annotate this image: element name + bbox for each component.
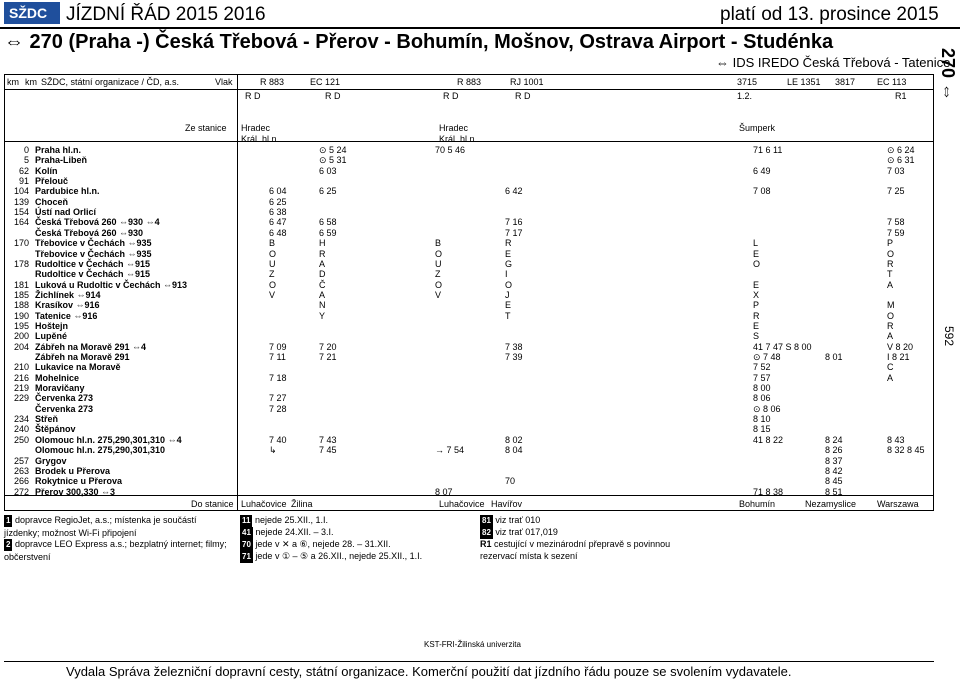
time-cell: V 8 20 — [887, 341, 914, 352]
km-value: 139 — [13, 196, 29, 207]
time-cell: E — [505, 300, 512, 311]
divider — [237, 75, 238, 511]
to-station-label: Do stanice — [191, 499, 234, 509]
time-cell: P — [753, 300, 760, 311]
class-label: R D — [325, 91, 341, 101]
km-value: 5 — [23, 155, 29, 166]
time-cell: 8 01 — [825, 352, 843, 362]
time-cell: 7 27 — [269, 393, 287, 404]
station-name: Třebovice v Čechách ⇔935 — [35, 238, 152, 249]
legend-text: jede v ① – ⑤ a 26.XII., nejede 25.XII., 1.I. — [255, 551, 423, 561]
time-cell: 7 17 — [505, 227, 523, 238]
station-name: Kolín — [35, 165, 58, 176]
time-cell: J — [505, 289, 510, 300]
station-name: Rudoltice v Čechách ⇔915 — [35, 269, 151, 280]
km-value: 216 — [13, 372, 29, 383]
time-cell: A — [887, 331, 894, 342]
time-cell: O — [887, 248, 895, 259]
station-name: Lukavice na Moravě — [35, 362, 121, 373]
time-cell: C — [887, 362, 894, 373]
time-cell: M — [887, 300, 895, 311]
time-cell: 8 26 — [825, 445, 843, 456]
station-name: Mohelnice — [35, 372, 80, 383]
time-cell: E — [753, 279, 760, 290]
time-cell: 7 39 — [505, 352, 523, 362]
time-cell: 8 06 — [753, 393, 771, 404]
divider — [5, 495, 933, 496]
time-cell: 6 25 — [269, 196, 287, 207]
station-name: Olomouc hl.n. 275,290,301,310 ⇔4 — [35, 434, 182, 445]
time-cell: V — [435, 289, 442, 300]
time-cell: E — [505, 248, 512, 259]
time-cell: O — [887, 310, 895, 321]
time-cell: 8 43 — [887, 434, 905, 445]
km-value: 200 — [13, 331, 29, 342]
time-cell: 6 49 — [753, 165, 771, 176]
ids-label: ⇔ IDS IREDO Česká Třebová - Tatenice — [716, 55, 951, 70]
time-cell: E — [753, 320, 760, 331]
legend-key: 82 — [482, 528, 491, 537]
km-value: 263 — [13, 465, 29, 476]
legend-operator-2 — [4, 538, 234, 563]
time-cell: O — [269, 248, 277, 259]
time-cell: 7 58 — [887, 217, 905, 228]
km-value: 188 — [13, 300, 29, 311]
km-value: 154 — [13, 207, 29, 218]
university-credit: KST-FRI-Žilinská univerzita — [424, 640, 521, 649]
station-name: Tatenice ⇔916 — [35, 310, 98, 321]
timetable — [4, 74, 934, 511]
time-cell: 7 57 — [753, 372, 771, 383]
time-cell: N — [319, 300, 326, 311]
time-cell: R — [887, 320, 894, 331]
station-name: Rokytnice u Přerova — [35, 476, 123, 487]
from-station: Hradec Král. hl.n. — [439, 123, 478, 144]
km-value: 91 — [18, 176, 29, 187]
legend-text: jede v ✕ a ⑥, nejede 28. – 31.XII. — [255, 539, 391, 549]
side-route-number: 270 ⇔ — [938, 48, 958, 102]
time-cell: R — [887, 258, 894, 269]
time-cell: 7 09 — [269, 341, 287, 352]
time-cell: 8 51 — [825, 486, 843, 497]
km-header: km — [7, 77, 19, 87]
legend-key: 41 — [242, 528, 251, 537]
time-cell: 8 10 — [753, 414, 771, 425]
time-cell: 6 48 — [269, 227, 287, 238]
station-name: Choceň — [35, 196, 69, 207]
time-cell: O — [269, 279, 277, 290]
time-cell: 8 42 — [825, 465, 843, 476]
km-value: 0 — [23, 145, 29, 155]
time-cell: → 7 54 — [435, 445, 465, 456]
legend-note-71 — [240, 550, 422, 563]
publisher-note: Vydala Správa železniční dopravní cesty, státní organizace. Komerční použití dat jízdního řádu pouze se svolením vydavatele. — [66, 664, 792, 679]
sz-logo — [4, 2, 60, 24]
to-station: Bohumín — [739, 499, 776, 509]
class-label: R1 — [895, 91, 907, 101]
time-cell: A — [887, 279, 894, 290]
footer-rule — [4, 661, 934, 662]
station-name: Pardubice hl.n. — [35, 186, 100, 197]
time-cell: ⊙ 5 24 — [319, 145, 347, 155]
legend-operator-1 — [4, 514, 234, 539]
time-cell: 8 07 — [435, 486, 453, 497]
time-cell: B — [435, 238, 442, 249]
time-cell: 8 15 — [753, 424, 771, 435]
time-cell: U — [269, 258, 276, 269]
time-cell: A — [887, 372, 894, 383]
to-station: Warszawa — [877, 499, 919, 509]
station-name: Luková u Rudoltic v Čechách ⇔913 — [35, 279, 188, 290]
train-label: Vlak — [215, 77, 233, 87]
time-cell: 6 47 — [269, 217, 287, 228]
class-label: 1.2. — [737, 91, 753, 101]
time-cell: G — [505, 258, 513, 269]
time-cell: 7 20 — [319, 341, 337, 352]
time-cell: 71 6 11 — [753, 145, 783, 155]
station-name: Lupěné — [35, 331, 68, 342]
time-cell: 8 32 8 45 — [887, 445, 925, 456]
station-name: Olomouc hl.n. 275,290,301,310 — [35, 445, 166, 456]
km-value: 185 — [13, 289, 29, 300]
time-cell: U — [435, 258, 442, 269]
station-name: Štěpánov — [35, 424, 76, 435]
time-cell: T — [505, 310, 511, 321]
class-label: R D — [245, 91, 261, 101]
time-cell: 70 5 46 — [435, 145, 466, 155]
time-cell: O — [435, 248, 443, 259]
km-value: 190 — [13, 310, 29, 321]
legend-key: 81 — [482, 516, 491, 525]
station-name: Zábřeh na Moravě 291 — [35, 352, 130, 362]
station-name: Moravičany — [35, 383, 85, 394]
train-number: 3715 — [737, 77, 758, 87]
time-cell: 6 42 — [505, 186, 523, 197]
legend-key: 2 — [6, 540, 11, 549]
time-cell: ⊙ 6 31 — [887, 155, 915, 166]
time-cell: 8 02 — [505, 434, 523, 445]
time-cell: Č — [319, 279, 326, 290]
station-name: Červenka 273 — [35, 403, 94, 414]
header-rule — [0, 27, 960, 29]
time-cell: 6 03 — [319, 165, 337, 176]
time-cell: I — [505, 269, 508, 280]
time-cell: ⊙ 8 06 — [753, 403, 781, 414]
station-name: Česká Třebová 260 ⇔930 ⇔4 — [35, 217, 160, 228]
time-cell: L — [753, 238, 759, 249]
time-cell: O — [435, 279, 443, 290]
km-value: 257 — [13, 455, 29, 466]
time-cell: 41 7 47 S 8 00 — [753, 341, 812, 352]
time-cell: 7 08 — [753, 186, 771, 197]
time-cell: 71 8 38 — [753, 486, 784, 497]
time-cell: E — [753, 248, 760, 259]
time-cell: 7 43 — [319, 434, 337, 445]
time-cell: O — [505, 279, 513, 290]
time-cell: 6 59 — [319, 227, 337, 238]
time-cell: P — [887, 238, 894, 249]
time-cell: 7 18 — [269, 372, 287, 383]
km-value: 219 — [13, 383, 29, 394]
divider — [5, 89, 933, 90]
time-cell: 8 37 — [825, 455, 843, 466]
train-number: EC 113 — [877, 77, 907, 87]
time-cell: Z — [269, 269, 275, 280]
km-value: 62 — [18, 165, 29, 176]
to-station: Havířov — [491, 499, 523, 509]
legend-key: 11 — [242, 516, 251, 525]
legend-note-r1 — [480, 538, 680, 562]
station-name: Střeň — [35, 414, 59, 425]
time-cell: I 8 21 — [887, 352, 910, 362]
route-title: ⇔ 270 (Praha -) Česká Třebová - Přerov - Bohumín, Mošnov, Ostrava Airport - Studénka — [4, 31, 834, 53]
time-cell: 7 38 — [505, 341, 523, 352]
station-name: Červenka 273 — [35, 393, 94, 404]
station-name: Přelouč — [35, 176, 69, 187]
time-cell: Y — [319, 310, 326, 321]
station-name: Třebovice v Čechách ⇔935 — [35, 248, 152, 259]
to-station: Luhačovice — [241, 499, 287, 509]
legend-key: 1 — [6, 516, 11, 525]
time-cell: 7 25 — [887, 186, 905, 197]
time-cell: 8 45 — [825, 476, 843, 487]
time-cell: 7 40 — [269, 434, 287, 445]
km-value: 181 — [13, 279, 29, 290]
km-value: 266 — [13, 476, 29, 487]
time-cell: ⊙ 5 31 — [319, 155, 347, 166]
time-cell: R — [319, 248, 326, 259]
km-value: 240 — [13, 424, 29, 435]
legend-text: nejede 25.XII., 1.I. — [254, 515, 329, 525]
time-cell: ⊙ 7 48 — [753, 352, 781, 362]
legend-text: dopravce LEO Express a.s.; bezplatný internet; filmy; občerstvení — [4, 539, 227, 562]
from-station: Šumperk — [739, 123, 776, 133]
station-name: Ústí nad Orlicí — [35, 207, 97, 218]
km-value: 234 — [13, 414, 29, 425]
km-value: 229 — [13, 393, 29, 404]
station-name: Přerov 300,330 ⇔3 — [35, 486, 116, 497]
km-header-2: km — [25, 77, 37, 87]
validity-date: platí od 13. prosince 2015 — [720, 4, 939, 25]
km-value: 204 — [13, 341, 29, 352]
time-cell: 6 04 — [269, 186, 287, 197]
time-cell: 7 28 — [269, 403, 287, 414]
km-value: 178 — [13, 258, 29, 269]
station-name: Praha hl.n. — [35, 145, 82, 155]
train-number: EC 121 — [310, 77, 341, 87]
legend-text: nejede 24.XII. – 3.I. — [255, 527, 334, 537]
legend-key: 70 — [242, 540, 251, 549]
from-station-label: Ze stanice — [185, 123, 227, 133]
station-name: Zábřeh na Moravě 291 ⇔4 — [35, 341, 147, 352]
legend-text: viz trať 017,019 — [495, 527, 558, 537]
time-cell: ↳ — [269, 445, 277, 456]
to-station: Luhačovice — [439, 499, 485, 509]
time-cell: 7 45 — [319, 445, 337, 456]
time-cell: R — [753, 310, 760, 321]
time-cell: 6 58 — [319, 217, 337, 228]
km-value: 272 — [13, 486, 29, 497]
page-number: 592 — [942, 326, 956, 347]
station-name: Grygov — [35, 455, 67, 466]
station-name: Praha-Libeň — [35, 155, 88, 166]
legend-text: dopravce RegioJet, a.s.; místenka je součástí jízdenky; možnost Wi-Fi připojení — [4, 515, 197, 538]
km-value: 104 — [13, 186, 29, 197]
time-cell: Z — [435, 269, 441, 280]
from-station: Hradec Král. hl.n. — [241, 123, 280, 144]
operator-label: SŽDC, státní organizace / ČD, a.s. — [41, 77, 180, 87]
train-number: RJ 1001 — [510, 77, 544, 87]
time-cell: 8 00 — [753, 383, 771, 394]
train-number: R 883 — [457, 77, 482, 87]
to-station: Nezamyslice — [805, 499, 857, 509]
km-value: 195 — [13, 320, 29, 331]
time-cell: D — [319, 269, 326, 280]
time-cell: 7 03 — [887, 165, 905, 176]
time-cell: B — [269, 238, 276, 249]
time-cell: R — [505, 238, 512, 249]
time-cell: 6 25 — [319, 186, 337, 197]
km-value: 170 — [13, 238, 29, 249]
time-cell: 41 8 22 — [753, 434, 784, 445]
km-value: 164 — [13, 217, 29, 228]
time-cell: 7 21 — [319, 352, 337, 362]
station-name: Brodek u Přerova — [35, 465, 111, 476]
time-cell: S — [753, 331, 760, 342]
station-name: Česká Třebová 260 ⇔930 — [35, 227, 144, 238]
class-label: R D — [515, 91, 531, 101]
km-value: 210 — [13, 362, 29, 373]
station-name: Rudoltice v Čechách ⇔915 — [35, 258, 151, 269]
time-cell: 70 — [505, 476, 516, 487]
legend-text: cestující v mezinárodní přepravě s povinnou rezervací místa k sezení — [480, 539, 671, 561]
time-cell: H — [319, 238, 326, 249]
km-value: 250 — [13, 434, 29, 445]
time-cell: A — [319, 258, 326, 269]
legend-text: viz trať 010 — [495, 515, 541, 525]
time-cell: A — [319, 289, 326, 300]
time-cell: O — [753, 258, 761, 269]
time-cell: T — [887, 269, 893, 280]
station-name: Žichlínek ⇔914 — [35, 289, 101, 300]
class-label: R D — [443, 91, 459, 101]
legend-key: 71 — [242, 552, 251, 561]
station-name: Krasíkov ⇔916 — [35, 300, 100, 311]
train-number: LE 1351 — [787, 77, 821, 87]
train-number: 3817 — [835, 77, 856, 87]
time-cell: 8 04 — [505, 445, 523, 456]
time-cell: X — [753, 289, 760, 300]
station-name: Hoštejn — [35, 320, 69, 331]
time-cell: 7 59 — [887, 227, 905, 238]
to-station: Žilina — [291, 499, 313, 509]
time-cell: 7 52 — [753, 362, 771, 373]
time-cell: V — [269, 289, 276, 300]
time-cell: ⊙ 6 24 — [887, 145, 915, 155]
time-cell: 8 24 — [825, 434, 843, 445]
time-cell: 7 11 — [269, 352, 286, 362]
time-cell: 6 38 — [269, 207, 287, 218]
train-number: R 883 — [260, 77, 285, 87]
timetable-title: JÍZDNÍ ŘÁD 2015 2016 — [66, 4, 266, 25]
logo-text: SŽDC — [9, 5, 48, 21]
legend-key: R1 — [480, 539, 492, 549]
time-cell: 7 16 — [505, 217, 523, 228]
